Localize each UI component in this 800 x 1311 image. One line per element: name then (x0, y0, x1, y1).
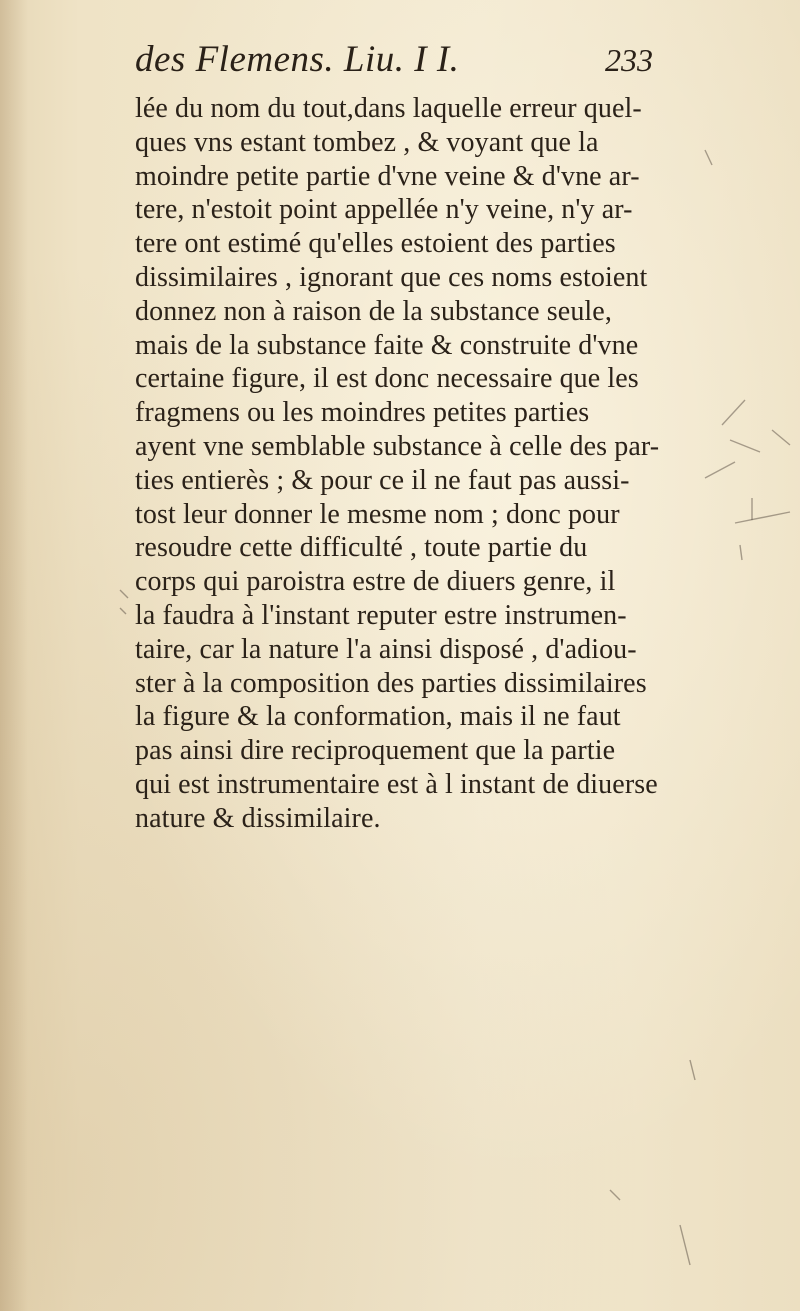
text-line: ster à la composition des parties dissimilaires (135, 667, 647, 699)
text-line: nature & dissimilaire. (135, 802, 381, 834)
text-line: ques vns estant tombez , & voyant que la (135, 126, 599, 158)
text-line: lée du nom du tout,dans laquelle erreur quel- (135, 93, 642, 124)
bleed-mark (722, 400, 745, 425)
page-number: 233 (605, 42, 653, 78)
text-line: tere ont estimé qu'elles estoient des parties (135, 228, 616, 260)
text-line: mais de la substance faite & construite d'vne (135, 329, 639, 361)
text-line: qui est instrumentaire est à l instant de diuerse (135, 768, 658, 800)
bleed-mark (610, 1190, 620, 1200)
bleed-mark (120, 590, 128, 598)
bleed-mark (735, 512, 790, 523)
text-line: la figure & la conformation, mais il ne faut (135, 701, 621, 733)
text-line: tost leur donner le mesme nom ; donc pour (135, 498, 620, 530)
text-line: taire, car la nature l'a ainsi disposé , d'adiou- (135, 633, 637, 665)
text-line: tere, n'estoit point appellée n'y veine, n'y ar- (135, 194, 633, 226)
bleed-mark (740, 545, 742, 560)
bleed-mark (680, 1225, 690, 1265)
text-line: moindre petite partie d'vne veine & d'vne ar- (135, 160, 640, 192)
text-line: donnez non à raison de la substance seule, (135, 295, 612, 327)
running-title: des Flemens. Liu. I I. (135, 39, 460, 80)
text-line: resoudre cette difficulté , toute partie du (135, 532, 588, 564)
text-line: la faudra à l'instant reputer estre instrumen- (135, 599, 627, 631)
bleed-mark (705, 462, 735, 478)
text-line: dissimilaires , ignorant que ces noms estoient (135, 261, 648, 293)
bleed-mark (772, 430, 790, 445)
text-line: ties entierès ; & pour ce il ne faut pas aussi- (135, 464, 630, 496)
text-line: ayent vne semblable substance à celle des par- (135, 430, 660, 462)
text-line: certaine figure, il est donc necessaire que les (135, 363, 639, 395)
text-line: corps qui paroistra estre de diuers genre, il (135, 566, 616, 598)
text-line: pas ainsi dire reciproquement que la partie (135, 735, 616, 767)
bleed-mark (730, 440, 760, 452)
bleed-mark (705, 150, 712, 165)
bleed-mark (690, 1060, 695, 1080)
text-line: fragmens ou les moindres petites parties (135, 397, 590, 429)
bleed-mark (120, 608, 126, 614)
